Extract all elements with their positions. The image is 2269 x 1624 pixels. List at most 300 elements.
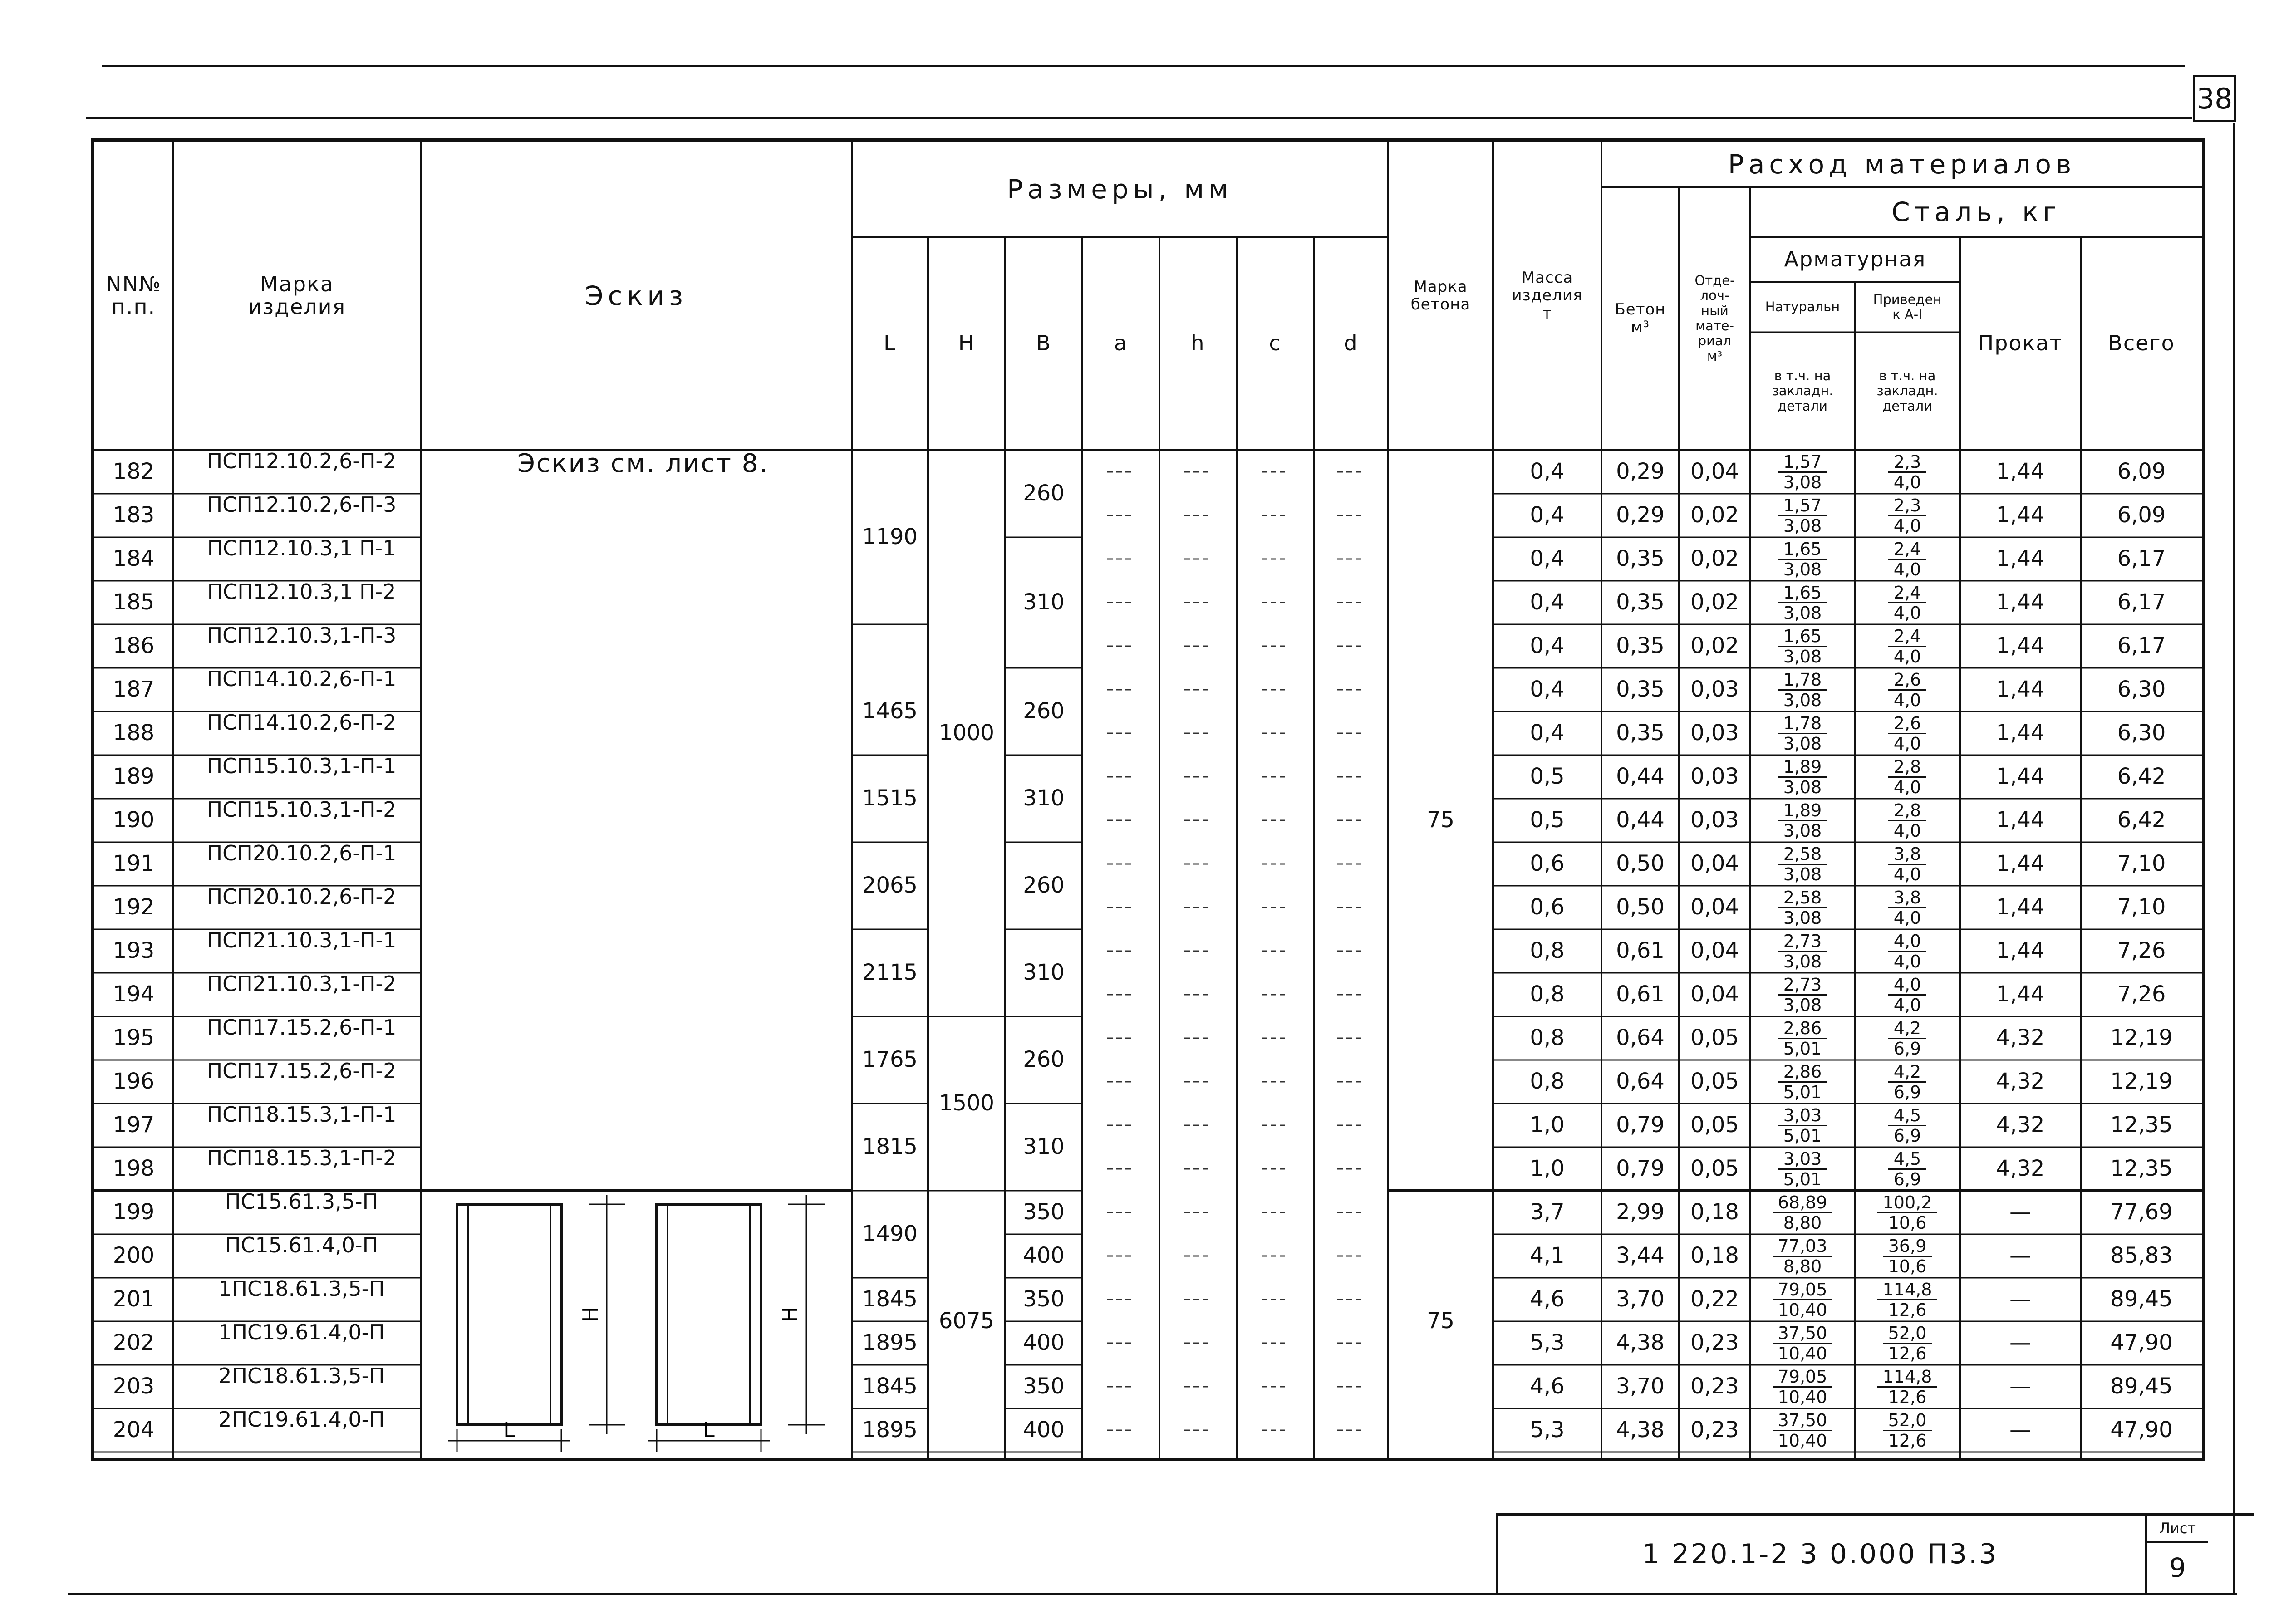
row-concrete: 0,50 (1616, 894, 1665, 920)
row-total: 6,30 (2117, 677, 2166, 702)
reduced-embedded: 12,6 (1888, 1300, 1927, 1320)
row-rebar-reduced (1855, 1321, 1960, 1365)
dim-B-value: 400 (1023, 1330, 1065, 1356)
row-finishing: 0,02 (1690, 589, 1739, 615)
dim-B-value: 400 (1023, 1417, 1065, 1443)
row-total: 7,10 (2117, 894, 2166, 920)
row-number: 204 (113, 1417, 155, 1443)
row-mark: ПС15.61.4,0-П (225, 1233, 378, 1257)
document-code: 1 220.1-2 3 0.000 П3.3 (1642, 1538, 1999, 1570)
row-finishing: 0,23 (1690, 1330, 1739, 1356)
row-mass: 0,4 (1530, 720, 1565, 746)
row-rebar-natural (1750, 624, 1855, 668)
row-number: 196 (113, 1069, 155, 1094)
row-total: 6,42 (2117, 807, 2166, 833)
natural-embedded: 8,80 (1783, 1256, 1822, 1276)
row-mass: 0,5 (1530, 807, 1565, 833)
reduced-embedded: 4,0 (1893, 646, 1921, 667)
row-finishing: 0,04 (1690, 981, 1739, 1007)
row-concrete: 0,64 (1616, 1069, 1665, 1094)
row-concrete: 0,35 (1616, 720, 1665, 746)
row-rebar-natural (1750, 1278, 1855, 1321)
reduced-total: 100,2 (1877, 1194, 1938, 1213)
reduced-embedded: 4,0 (1893, 733, 1921, 754)
natural-total: 1,89 (1778, 758, 1827, 778)
natural-total: 1,65 (1778, 584, 1827, 603)
row-rolled: 1,44 (1996, 502, 2045, 528)
row-finishing: 0,23 (1690, 1374, 1739, 1399)
row-concrete: 0,29 (1616, 459, 1665, 485)
row-mass: 5,3 (1530, 1417, 1565, 1443)
natural-embedded: 3,08 (1783, 908, 1822, 928)
row-mark: ПСП12.10.3,1 П-2 (207, 579, 396, 604)
row-mark: ПСП21.10.3,1-П-2 (206, 971, 397, 996)
second-rule (86, 117, 2192, 119)
row-total: 85,83 (2110, 1243, 2173, 1269)
row-number: 182 (113, 459, 155, 485)
row-rebar-reduced (1855, 1234, 1960, 1278)
row-rebar-natural (1750, 494, 1855, 537)
sketch-label-l: L (503, 1418, 515, 1442)
reduced-embedded: 10,6 (1888, 1256, 1927, 1276)
header-mark: Марка изделия (248, 272, 346, 319)
natural-total: 1,78 (1778, 715, 1827, 734)
row-total: 47,90 (2110, 1417, 2173, 1443)
natural-embedded: 5,01 (1783, 1082, 1822, 1102)
reduced-total: 2,4 (1888, 584, 1926, 603)
row-rolled: 4,32 (1996, 1069, 2045, 1094)
row-concrete: 0,61 (1616, 981, 1665, 1007)
header-rolled: Прокат (1978, 331, 2063, 356)
row-mark: ПСП12.10.2,6-П-3 (206, 492, 397, 517)
dim-B-value: 310 (1023, 1134, 1065, 1160)
header-reduced-note: в т.ч. на закладн. детали (1876, 368, 1938, 414)
row-rolled: — (2009, 1374, 2031, 1399)
natural-embedded: 3,08 (1783, 646, 1822, 667)
row-rolled: 1,44 (1996, 720, 2045, 746)
row-mark: ПСП20.10.2,6-П-1 (206, 841, 397, 865)
row-mark: 2ПС19.61.4,0-П (218, 1407, 385, 1432)
row-rolled: 4,32 (1996, 1156, 2045, 1182)
row-finishing: 0,02 (1690, 546, 1739, 572)
natural-total: 2,86 (1778, 1020, 1827, 1039)
row-mass: 0,4 (1530, 633, 1565, 659)
row-concrete: 4,38 (1616, 1330, 1665, 1356)
reduced-total: 4,0 (1888, 932, 1926, 952)
dim-B-value: 350 (1023, 1374, 1065, 1399)
row-mark: ПСП21.10.3,1-П-1 (206, 928, 397, 952)
header-dim-5: c (1269, 331, 1282, 356)
dim-B-value: 260 (1023, 1047, 1065, 1073)
row-rolled: 1,44 (1996, 589, 2045, 615)
row-number: 200 (113, 1243, 155, 1269)
row-mass: 0,4 (1530, 546, 1565, 572)
row-mass: 0,4 (1530, 677, 1565, 702)
row-mass: 0,8 (1530, 1025, 1565, 1051)
row-total: 7,10 (2117, 851, 2166, 877)
row-mark: ПСП18.15.3,1-П-2 (206, 1146, 397, 1170)
reduced-total: 2,3 (1888, 497, 1926, 516)
row-mass: 3,7 (1530, 1199, 1565, 1225)
reduced-embedded: 10,6 (1888, 1212, 1927, 1233)
row-rolled: 1,44 (1996, 981, 2045, 1007)
row-concrete: 0,44 (1616, 764, 1665, 790)
row-finishing: 0,04 (1690, 851, 1739, 877)
row-rebar-reduced (1855, 581, 1960, 624)
dim-L-value: 1765 (862, 1047, 918, 1073)
bottom-rule (68, 1593, 2237, 1595)
reduced-total: 114,8 (1877, 1368, 1938, 1388)
row-rolled: 1,44 (1996, 633, 2045, 659)
sketch-label-h: H (778, 1306, 802, 1323)
row-rolled: 1,44 (1996, 851, 2045, 877)
row-mass: 0,5 (1530, 764, 1565, 790)
row-rolled: 1,44 (1996, 894, 2045, 920)
row-rolled: — (2009, 1286, 2031, 1312)
row-finishing: 0,05 (1690, 1025, 1739, 1051)
dim-L-value: 1515 (862, 785, 918, 811)
row-rebar-reduced (1855, 1278, 1960, 1321)
row-total: 6,17 (2117, 589, 2166, 615)
row-number: 194 (113, 981, 155, 1007)
row-rebar-natural (1750, 1060, 1855, 1104)
natural-embedded: 10,40 (1778, 1300, 1827, 1320)
concrete-grade-0: 75 (1426, 807, 1455, 833)
reduced-total: 4,5 (1888, 1107, 1926, 1126)
row-mark: 1ПС19.61.4,0-П (218, 1320, 385, 1344)
row-rebar-reduced (1855, 973, 1960, 1016)
header-dimensions: Размеры, мм (1007, 173, 1233, 205)
dim-B-value: 260 (1023, 698, 1065, 724)
sketch-reference: Эскиз см. лист 8. (517, 449, 769, 478)
reduced-total: 2,4 (1888, 628, 1926, 647)
row-mark: ПСП14.10.2,6-П-1 (206, 667, 397, 691)
row-total: 89,45 (2110, 1286, 2173, 1312)
row-rebar-reduced (1855, 494, 1960, 537)
reduced-embedded: 4,0 (1893, 777, 1921, 797)
reduced-embedded: 4,0 (1893, 995, 1921, 1015)
natural-embedded: 3,08 (1783, 995, 1822, 1015)
natural-total: 1,65 (1778, 628, 1827, 647)
reduced-total: 2,8 (1888, 758, 1926, 778)
row-finishing: 0,04 (1690, 938, 1739, 964)
row-mass: 0,8 (1530, 1069, 1565, 1094)
reduced-embedded: 4,0 (1893, 559, 1921, 579)
header-steel: Сталь, кг (1891, 196, 2061, 227)
reduced-embedded: 6,9 (1893, 1082, 1921, 1102)
row-number: 186 (113, 633, 155, 659)
header-natural-note: в т.ч. на закладн. детали (1772, 368, 1833, 414)
reduced-embedded: 6,9 (1893, 1125, 1921, 1146)
row-rebar-natural (1750, 711, 1855, 755)
reduced-total: 4,2 (1888, 1063, 1926, 1083)
dim-H-value: 1500 (938, 1090, 995, 1116)
row-rebar-reduced (1855, 1191, 1960, 1234)
right-frame-line (2233, 123, 2235, 1593)
dim-L-value: 1190 (862, 524, 918, 550)
header-concrete-grade: Марка бетона (1410, 277, 1471, 314)
header-sketch: Эскиз (585, 280, 688, 311)
row-mass: 0,6 (1530, 894, 1565, 920)
reduced-total: 2,4 (1888, 540, 1926, 560)
row-finishing: 0,22 (1690, 1286, 1739, 1312)
row-finishing: 0,05 (1690, 1156, 1739, 1182)
row-finishing: 0,18 (1690, 1243, 1739, 1269)
row-number: 202 (113, 1330, 155, 1356)
dim-L-value: 1815 (862, 1134, 918, 1160)
dim-B-value: 310 (1023, 960, 1065, 986)
row-total: 77,69 (2110, 1199, 2173, 1225)
reduced-embedded: 4,0 (1893, 472, 1921, 492)
natural-embedded: 5,01 (1783, 1038, 1822, 1059)
row-concrete: 0,35 (1616, 677, 1665, 702)
dim-L-value: 1465 (862, 698, 918, 724)
row-rebar-natural (1750, 799, 1855, 842)
dim-B-value: 400 (1023, 1243, 1065, 1269)
row-finishing: 0,05 (1690, 1069, 1739, 1094)
row-total: 7,26 (2117, 981, 2166, 1007)
row-concrete: 0,35 (1616, 589, 1665, 615)
row-rebar-natural (1750, 450, 1855, 494)
row-number: 197 (113, 1112, 155, 1138)
header-dim-4: h (1191, 331, 1205, 356)
natural-total: 37,50 (1773, 1412, 1833, 1431)
header-total: Всего (2108, 331, 2175, 356)
top-rule (102, 65, 2185, 67)
row-rolled: 1,44 (1996, 938, 2045, 964)
row-mark: ПСП12.10.2,6-П-2 (206, 449, 397, 473)
row-finishing: 0,03 (1690, 720, 1739, 746)
row-number: 199 (113, 1199, 155, 1225)
header-dim-0: L (884, 331, 896, 356)
row-rebar-natural (1750, 886, 1855, 929)
reduced-total: 52,0 (1883, 1412, 1932, 1431)
row-rebar-natural (1750, 668, 1855, 711)
row-rebar-reduced (1855, 1016, 1960, 1060)
panel-sketch-outline (457, 1204, 561, 1425)
dim-L-value: 1845 (862, 1286, 918, 1312)
dim-H-value: 1000 (938, 720, 995, 746)
sheet-box (2145, 1516, 2208, 1593)
dim-L-value: 1490 (862, 1221, 918, 1247)
row-rebar-reduced (1855, 711, 1960, 755)
row-number: 193 (113, 938, 155, 964)
row-total: 12,19 (2110, 1069, 2173, 1094)
reduced-total: 4,0 (1888, 976, 1926, 996)
reduced-embedded: 4,0 (1893, 515, 1921, 536)
row-finishing: 0,05 (1690, 1112, 1739, 1138)
natural-total: 1,57 (1778, 453, 1827, 473)
specification-table (91, 138, 2205, 1461)
dim-L-value: 1895 (862, 1417, 918, 1443)
row-mass: 1,0 (1530, 1156, 1565, 1182)
row-mark: ПСП17.15.2,6-П-1 (206, 1015, 397, 1040)
reduced-total: 36,9 (1883, 1237, 1932, 1257)
header-dim-6: d (1344, 331, 1358, 356)
row-total: 6,09 (2117, 459, 2166, 485)
row-mark: ПСП14.10.2,6-П-2 (206, 710, 397, 735)
row-mark: ПСП20.10.2,6-П-2 (206, 884, 397, 909)
reduced-total: 52,0 (1883, 1325, 1932, 1344)
row-rebar-reduced (1855, 1408, 1960, 1452)
page-number: 38 (2193, 75, 2236, 122)
header-rebar: Арматурная (1784, 247, 1926, 272)
row-number: 198 (113, 1156, 155, 1182)
row-rolled: 1,44 (1996, 459, 2045, 485)
row-finishing: 0,03 (1690, 677, 1739, 702)
row-rebar-natural (1750, 755, 1855, 799)
natural-embedded: 3,08 (1783, 690, 1822, 710)
natural-embedded: 10,40 (1778, 1343, 1827, 1364)
row-number: 191 (113, 851, 155, 877)
natural-embedded: 10,40 (1778, 1430, 1827, 1451)
row-mark: ПСП15.10.3,1-П-2 (206, 797, 397, 822)
natural-total: 2,73 (1778, 976, 1827, 996)
dim-B-value: 260 (1023, 481, 1065, 506)
reduced-embedded: 4,0 (1893, 690, 1921, 710)
row-concrete: 0,79 (1616, 1156, 1665, 1182)
dim-L-value: 1845 (862, 1374, 918, 1399)
row-concrete: 3,70 (1616, 1286, 1665, 1312)
row-rebar-reduced (1855, 799, 1960, 842)
row-mass: 5,3 (1530, 1330, 1565, 1356)
row-rolled: 1,44 (1996, 546, 2045, 572)
natural-embedded: 3,08 (1783, 951, 1822, 971)
row-rolled: 4,32 (1996, 1025, 2045, 1051)
row-mass: 0,8 (1530, 938, 1565, 964)
row-rebar-reduced (1855, 1104, 1960, 1147)
row-finishing: 0,02 (1690, 633, 1739, 659)
row-number: 188 (113, 720, 155, 746)
header-natural: Натуральн (1765, 299, 1840, 315)
row-concrete: 0,79 (1616, 1112, 1665, 1138)
row-finishing: 0,18 (1690, 1199, 1739, 1225)
concrete-grade-1: 75 (1426, 1308, 1455, 1334)
natural-embedded: 5,01 (1783, 1169, 1822, 1189)
row-mark: 1ПС18.61.3,5-П (218, 1276, 385, 1301)
natural-total: 68,89 (1773, 1194, 1833, 1213)
row-number: 201 (113, 1286, 155, 1312)
row-number: 190 (113, 807, 155, 833)
header-dim-3: a (1114, 331, 1128, 356)
row-rebar-natural (1750, 581, 1855, 624)
reduced-total: 4,2 (1888, 1020, 1926, 1039)
row-rebar-reduced (1855, 450, 1960, 494)
row-concrete: 0,35 (1616, 546, 1665, 572)
row-number: 184 (113, 546, 155, 572)
row-rolled: 1,44 (1996, 677, 2045, 702)
natural-embedded: 3,08 (1783, 603, 1822, 623)
row-mark: ПСП17.15.2,6-П-2 (206, 1059, 397, 1083)
row-rebar-reduced (1855, 886, 1960, 929)
row-concrete: 3,70 (1616, 1374, 1665, 1399)
row-finishing: 0,04 (1690, 459, 1739, 485)
row-rebar-reduced (1855, 755, 1960, 799)
sheet-label: Лист (2147, 1516, 2208, 1543)
natural-embedded: 3,08 (1783, 777, 1822, 797)
row-rebar-reduced (1855, 842, 1960, 886)
reduced-embedded: 12,6 (1888, 1343, 1927, 1364)
row-total: 12,35 (2110, 1156, 2173, 1182)
row-mass: 1,0 (1530, 1112, 1565, 1138)
row-concrete: 0,44 (1616, 807, 1665, 833)
row-number: 183 (113, 502, 155, 528)
natural-embedded: 3,08 (1783, 559, 1822, 579)
natural-total: 1,78 (1778, 671, 1827, 691)
reduced-embedded: 4,0 (1893, 603, 1921, 623)
row-finishing: 0,03 (1690, 764, 1739, 790)
reduced-total: 114,8 (1877, 1281, 1938, 1300)
row-rolled: 4,32 (1996, 1112, 2045, 1138)
natural-embedded: 5,01 (1783, 1125, 1822, 1146)
row-mark: ПСП12.10.3,1 П-1 (207, 536, 396, 560)
title-block (1496, 1513, 2254, 1593)
row-mark: ПСП15.10.3,1-П-1 (206, 754, 397, 778)
row-number: 189 (113, 764, 155, 790)
row-total: 6,30 (2117, 720, 2166, 746)
row-concrete: 2,99 (1616, 1199, 1665, 1225)
dim-L-value: 2065 (862, 873, 918, 898)
natural-total: 79,05 (1773, 1281, 1833, 1300)
header-mass: Масса изделия т (1512, 269, 1583, 323)
natural-total: 2,58 (1778, 889, 1827, 908)
header-reduced: Приведен к А-I (1873, 291, 1942, 322)
natural-total: 3,03 (1778, 1107, 1827, 1126)
row-rebar-reduced (1855, 1147, 1960, 1191)
row-rebar-natural (1750, 973, 1855, 1016)
row-finishing: 0,23 (1690, 1417, 1739, 1443)
row-mark: ПС15.61.3,5-П (225, 1189, 378, 1214)
row-mass: 0,4 (1530, 502, 1565, 528)
dim-B-value: 310 (1023, 785, 1065, 811)
reduced-embedded: 6,9 (1893, 1038, 1921, 1059)
row-finishing: 0,03 (1690, 807, 1739, 833)
dim-L-value: 1895 (862, 1330, 918, 1356)
dim-B-value: 350 (1023, 1286, 1065, 1312)
natural-total: 2,86 (1778, 1063, 1827, 1083)
reduced-embedded: 4,0 (1893, 908, 1921, 928)
natural-total: 77,03 (1773, 1237, 1833, 1257)
row-number: 185 (113, 589, 155, 615)
natural-embedded: 3,08 (1783, 515, 1822, 536)
row-rebar-natural (1750, 1234, 1855, 1278)
header-concrete: Бетон м³ (1615, 300, 1666, 336)
reduced-total: 2,6 (1888, 671, 1926, 691)
natural-embedded: 3,08 (1783, 733, 1822, 754)
row-rebar-natural (1750, 537, 1855, 581)
row-finishing: 0,02 (1690, 502, 1739, 528)
dim-B-value: 260 (1023, 873, 1065, 898)
row-total: 7,26 (2117, 938, 2166, 964)
row-total: 47,90 (2110, 1330, 2173, 1356)
sketch-label-h: H (578, 1306, 603, 1323)
row-rolled: — (2009, 1417, 2031, 1443)
dim-B-value: 310 (1023, 589, 1065, 615)
row-mass: 0,4 (1530, 459, 1565, 485)
natural-embedded: 3,08 (1783, 864, 1822, 884)
row-concrete: 0,50 (1616, 851, 1665, 877)
reduced-embedded: 4,0 (1893, 864, 1921, 884)
reduced-embedded: 6,9 (1893, 1169, 1921, 1189)
sheet-number: 9 (2169, 1552, 2186, 1583)
natural-embedded: 10,40 (1778, 1387, 1827, 1407)
row-total: 12,35 (2110, 1112, 2173, 1138)
natural-total: 1,57 (1778, 497, 1827, 516)
natural-total: 37,50 (1773, 1325, 1833, 1344)
row-rebar-natural (1750, 929, 1855, 973)
row-rebar-natural (1750, 1365, 1855, 1408)
row-mass: 0,4 (1530, 589, 1565, 615)
